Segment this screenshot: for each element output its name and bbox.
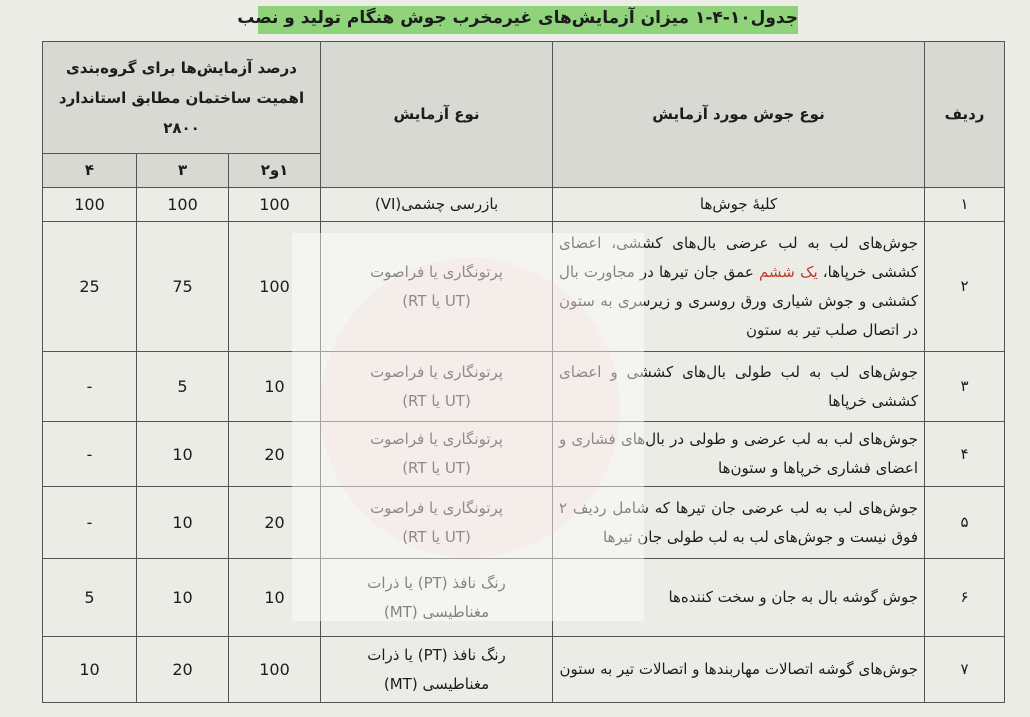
percent-group-4: - xyxy=(43,352,137,422)
ndt-table xyxy=(42,41,1005,703)
weld-text: عمق جان تیرها در مجاورت بال کششی و جوش شیاری ورق روسری و زیرسری به ستون در اتصال صلب تیر به ستون xyxy=(559,262,919,339)
header-group-3: ۳ xyxy=(137,154,229,188)
percent-group-3: 100 xyxy=(137,188,229,222)
test-line-1: پرتونگاری یا فراصوت xyxy=(370,498,503,517)
weld-text: جوش‌های لب به لب عرضی بال‌های کششی، اعضای کششی خرپاها، xyxy=(559,233,919,281)
weld-type: جوش گوشه بال به جان و سخت کننده‌ها xyxy=(553,559,925,637)
header-group-1-2: ۱و۲ xyxy=(229,154,321,188)
table-title: جدول۱۰-۴-۱ میزان آزمایش‌های غیرمخرب جوش هنگام تولید و نصب xyxy=(237,8,798,28)
row-number: ۱ xyxy=(925,188,1005,222)
header-percent: درصد آزمایش‌ها برای گروه‌بندی اهمیت ساختمان مطابق استاندارد ۲۸۰۰ xyxy=(43,42,321,154)
percent-group-4: 25 xyxy=(43,222,137,352)
test-type: بازرسی چشمی(VI) xyxy=(321,188,553,222)
percent-group-1-2: 100 xyxy=(229,188,321,222)
percent-group-3: 10 xyxy=(137,559,229,637)
percent-group-4: - xyxy=(43,422,137,487)
percent-group-4: - xyxy=(43,487,137,559)
test-line-1: رنگ نافذ (PT) یا ذرات xyxy=(367,573,506,592)
row-number: ۷ xyxy=(925,637,1005,703)
percent-group-3: 10 xyxy=(137,487,229,559)
header-group-4: ۴ xyxy=(43,154,137,188)
header-row xyxy=(43,42,1005,154)
percent-group-3: 5 xyxy=(137,352,229,422)
header-row-number: ردیف xyxy=(925,42,1005,188)
percent-group-3: 75 xyxy=(137,222,229,352)
table-row xyxy=(43,487,1005,559)
row-number: ۲ xyxy=(925,222,1005,352)
row-number: ۳ xyxy=(925,352,1005,422)
test-line-1: پرتونگاری یا فراصوت xyxy=(370,430,503,448)
title-bar xyxy=(0,6,1030,38)
test-type xyxy=(321,352,553,422)
row-number: ۴ xyxy=(925,422,1005,487)
test-line-2: (UT یا RT) xyxy=(402,391,471,410)
percent-group-1-2: 10 xyxy=(229,352,321,422)
table-row xyxy=(43,222,1005,352)
header-test-type: نوع آزمایش xyxy=(321,42,553,188)
weld-type xyxy=(553,222,925,352)
test-line-1: پرتونگاری یا فراصوت xyxy=(370,262,503,281)
table-row xyxy=(43,637,1005,703)
percent-group-1-2: 10 xyxy=(229,559,321,637)
test-type xyxy=(321,222,553,352)
weld-type: کلیهٔ جوش‌ها xyxy=(553,188,925,222)
table-row xyxy=(43,188,1005,222)
weld-type: جوش‌های لب به لب طولی بال‌های کششی و اعضای کششی خرپاها xyxy=(553,352,925,422)
test-type xyxy=(321,637,553,703)
percent-group-1-2: 100 xyxy=(229,222,321,352)
table-row xyxy=(43,352,1005,422)
test-line-2: (UT یا RT) xyxy=(402,459,471,477)
weld-type: جوش‌های لب به لب عرضی جان تیرها که شامل ردیف ۲ فوق نیست و جوش‌های لب به لب طولی جان تیرها xyxy=(553,487,925,559)
weld-type: جوش‌های گوشه اتصالات مهاربندها و اتصالات تیر به ستون xyxy=(553,637,925,703)
percent-group-1-2: 100 xyxy=(229,637,321,703)
test-line-2: (UT یا RT) xyxy=(402,291,471,310)
test-line-2: مغناطیسی (MT) xyxy=(383,602,490,621)
test-type xyxy=(321,559,553,637)
percent-group-1-2: 20 xyxy=(229,487,321,559)
test-line-2: مغناطیسی (MT) xyxy=(383,674,490,693)
table-row xyxy=(43,559,1005,637)
percent-group-4: 5 xyxy=(43,559,137,637)
test-line-1: رنگ نافذ (PT) یا ذرات xyxy=(367,645,506,664)
percent-group-3: 10 xyxy=(137,422,229,487)
percent-group-4: 10 xyxy=(43,637,137,703)
percent-group-3: 20 xyxy=(137,637,229,703)
percent-group-1-2: 20 xyxy=(229,422,321,487)
percent-group-4: 100 xyxy=(43,188,137,222)
header-weld-type: نوع جوش مورد آزمایش xyxy=(553,42,925,188)
weld-type: جوش‌های لب به لب عرضی و طولی در بال‌های فشاری و اعضای فشاری خرپاها و ستون‌ها xyxy=(553,422,925,487)
test-type xyxy=(321,422,553,487)
test-type xyxy=(321,487,553,559)
test-line-1: پرتونگاری یا فراصوت xyxy=(370,362,503,381)
test-line-2: (UT یا RT) xyxy=(402,527,471,546)
row-number: ۶ xyxy=(925,559,1005,637)
row-number: ۵ xyxy=(925,487,1005,559)
table-row xyxy=(43,422,1005,487)
weld-text-highlight: یک ششم xyxy=(758,262,818,281)
